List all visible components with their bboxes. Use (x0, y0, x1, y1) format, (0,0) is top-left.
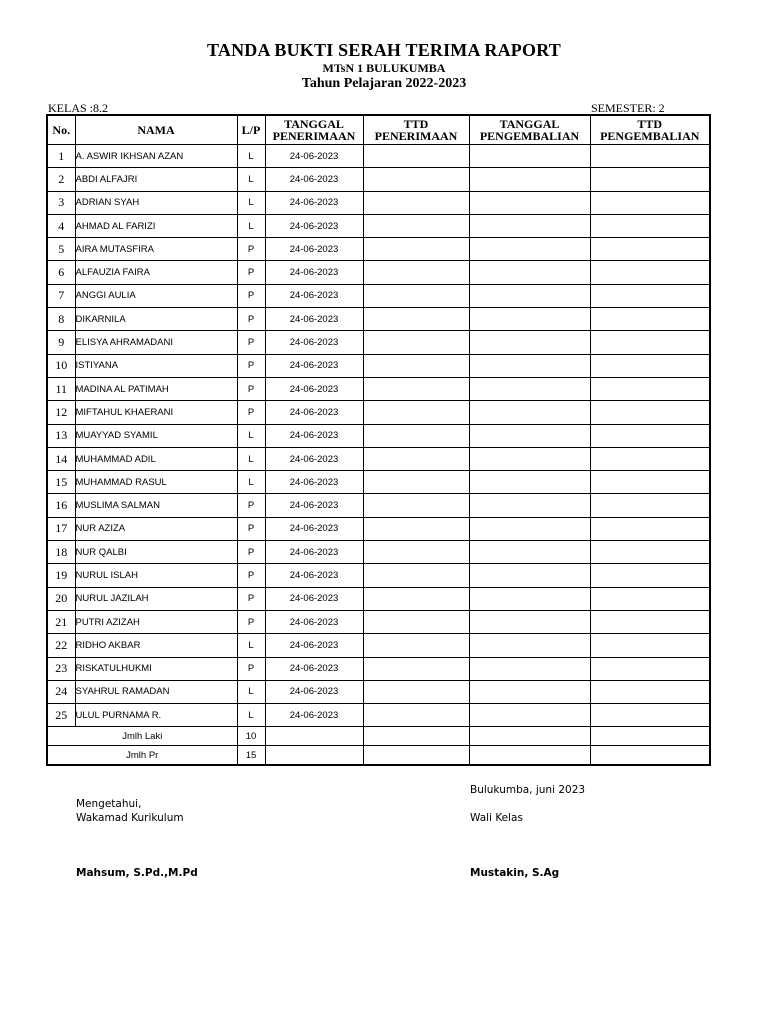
gender: L (237, 424, 265, 447)
receive-signature (363, 634, 469, 657)
class-label: KELAS :8.2 (48, 101, 108, 115)
return-signature (590, 541, 710, 564)
receive-signature (363, 680, 469, 703)
receive-signature (363, 284, 469, 307)
row-number: 15 (47, 471, 75, 494)
return-date (469, 238, 590, 261)
receive-date: 24-06-2023 (265, 494, 363, 517)
receive-signature (363, 331, 469, 354)
return-date (469, 308, 590, 331)
return-signature (590, 471, 710, 494)
table-row (47, 424, 710, 447)
return-signature (590, 494, 710, 517)
gender: P (237, 284, 265, 307)
receive-date: 24-06-2023 (265, 541, 363, 564)
column-header-lp: L/P (237, 115, 265, 145)
receive-signature (363, 401, 469, 424)
return-signature (590, 261, 710, 284)
row-number: 19 (47, 564, 75, 587)
report-handover-table (46, 114, 711, 766)
return-date (469, 657, 590, 680)
receive-signature (363, 494, 469, 517)
gender: L (237, 704, 265, 727)
table-row (47, 145, 710, 168)
student-name: MUHAMMAD RASUL (75, 471, 237, 494)
summary-pr-label: Jmlh Pr (47, 746, 237, 766)
row-number: 16 (47, 494, 75, 517)
gender: P (237, 354, 265, 377)
table-row (47, 471, 710, 494)
student-name: DIKARNILA (75, 308, 237, 331)
receive-signature (363, 447, 469, 470)
summary-row-perempuan (47, 746, 710, 766)
row-number: 4 (47, 214, 75, 237)
return-signature (590, 238, 710, 261)
return-date (469, 634, 590, 657)
student-name: NURUL JAZILAH (75, 587, 237, 610)
receive-signature (363, 610, 469, 633)
table-row (47, 564, 710, 587)
summary-row-laki (47, 727, 710, 746)
receive-signature (363, 261, 469, 284)
gender: L (237, 634, 265, 657)
table-row (47, 238, 710, 261)
receive-date: 24-06-2023 (265, 657, 363, 680)
summary-laki-label: Jmlh Laki (47, 727, 237, 746)
table-row (47, 377, 710, 400)
receive-date: 24-06-2023 (265, 331, 363, 354)
gender: L (237, 214, 265, 237)
student-name: A. ASWIR IKHSAN AZAN (75, 145, 237, 168)
student-name: RIDHO AKBAR (75, 634, 237, 657)
wali-kelas-signatory-name: Mustakin, S.Ag (470, 867, 560, 879)
student-name: RISKATULHUKMI (75, 657, 237, 680)
receive-date: 24-06-2023 (265, 238, 363, 261)
return-signature (590, 424, 710, 447)
wakamad-title: Wakamad Kurikulum (76, 812, 184, 824)
student-name: MUSLIMA SALMAN (75, 494, 237, 517)
receive-date: 24-06-2023 (265, 517, 363, 540)
gender: P (237, 517, 265, 540)
row-number: 1 (47, 145, 75, 168)
table-row (47, 214, 710, 237)
student-name: NURUL ISLAH (75, 564, 237, 587)
return-date (469, 401, 590, 424)
gender: P (237, 401, 265, 424)
row-number: 13 (47, 424, 75, 447)
wakamad-signatory-name: Mahsum, S.Pd.,M.Pd (76, 867, 198, 879)
gender: P (237, 308, 265, 331)
return-date (469, 494, 590, 517)
gender: P (237, 238, 265, 261)
return-signature (590, 680, 710, 703)
receive-signature (363, 517, 469, 540)
table-row (47, 517, 710, 540)
table-row (47, 541, 710, 564)
table-row (47, 680, 710, 703)
return-date (469, 541, 590, 564)
row-number: 12 (47, 401, 75, 424)
receive-date: 24-06-2023 (265, 168, 363, 191)
receive-signature (363, 377, 469, 400)
row-number: 21 (47, 610, 75, 633)
return-date (469, 214, 590, 237)
return-date (469, 517, 590, 540)
student-name: ALFAUZIA FAIRA (75, 261, 237, 284)
row-number: 14 (47, 447, 75, 470)
gender: L (237, 191, 265, 214)
return-signature (590, 214, 710, 237)
return-date (469, 191, 590, 214)
return-date (469, 168, 590, 191)
receive-signature (363, 424, 469, 447)
student-name: ELISYA AHRAMADANI (75, 331, 237, 354)
gender: P (237, 261, 265, 284)
table-row (47, 331, 710, 354)
table-row (47, 657, 710, 680)
return-date (469, 284, 590, 307)
row-number: 5 (47, 238, 75, 261)
return-date (469, 704, 590, 727)
table-row (47, 587, 710, 610)
return-date (469, 145, 590, 168)
receive-date: 24-06-2023 (265, 354, 363, 377)
student-name: ANGGI AULIA (75, 284, 237, 307)
return-signature (590, 331, 710, 354)
return-signature (590, 354, 710, 377)
table-row (47, 401, 710, 424)
receive-date: 24-06-2023 (265, 145, 363, 168)
row-number: 23 (47, 657, 75, 680)
student-name: ISTIYANA (75, 354, 237, 377)
return-signature (590, 145, 710, 168)
semester-label: SEMESTER: 2 (591, 101, 665, 115)
receive-signature (363, 191, 469, 214)
row-number: 10 (47, 354, 75, 377)
return-date (469, 447, 590, 470)
place-date: Bulukumba, juni 2023 (470, 784, 586, 796)
receive-date: 24-06-2023 (265, 471, 363, 494)
column-header-tanggal-pengembalian: TANGGAL PENGEMBALIAN (469, 115, 590, 145)
row-number: 22 (47, 634, 75, 657)
gender: P (237, 331, 265, 354)
receive-signature (363, 657, 469, 680)
table-row (47, 354, 710, 377)
receive-date: 24-06-2023 (265, 564, 363, 587)
row-number: 7 (47, 284, 75, 307)
gender: L (237, 680, 265, 703)
gender: P (237, 587, 265, 610)
receive-date: 24-06-2023 (265, 214, 363, 237)
receive-date: 24-06-2023 (265, 261, 363, 284)
return-signature (590, 191, 710, 214)
gender: L (237, 447, 265, 470)
return-date (469, 564, 590, 587)
receive-signature (363, 308, 469, 331)
receive-date: 24-06-2023 (265, 308, 363, 331)
student-name: ADRIAN SYAH (75, 191, 237, 214)
table-row (47, 634, 710, 657)
column-header-no: No. (47, 115, 75, 145)
document-title: TANDA BUKTI SERAH TERIMA RAPORT (207, 40, 561, 60)
row-number: 6 (47, 261, 75, 284)
student-name: SYAHRUL RAMADAN (75, 680, 237, 703)
return-signature (590, 704, 710, 727)
gender: P (237, 494, 265, 517)
row-number: 11 (47, 377, 75, 400)
row-number: 17 (47, 517, 75, 540)
wali-kelas-title: Wali Kelas (470, 812, 523, 824)
receive-date: 24-06-2023 (265, 610, 363, 633)
student-name: ABDI ALFAJRI (75, 168, 237, 191)
table-row (47, 494, 710, 517)
row-number: 2 (47, 168, 75, 191)
row-number: 24 (47, 680, 75, 703)
student-name: PUTRI AZIZAH (75, 610, 237, 633)
receive-date: 24-06-2023 (265, 191, 363, 214)
return-date (469, 680, 590, 703)
student-name: MADINA AL PATIMAH (75, 377, 237, 400)
return-signature (590, 564, 710, 587)
return-signature (590, 587, 710, 610)
return-signature (590, 517, 710, 540)
row-number: 25 (47, 704, 75, 727)
receive-date: 24-06-2023 (265, 587, 363, 610)
student-name: NUR QALBI (75, 541, 237, 564)
receive-date: 24-06-2023 (265, 634, 363, 657)
gender: P (237, 377, 265, 400)
receive-date: 24-06-2023 (265, 401, 363, 424)
receive-signature (363, 354, 469, 377)
gender: L (237, 168, 265, 191)
return-signature (590, 634, 710, 657)
receive-signature (363, 145, 469, 168)
receive-date: 24-06-2023 (265, 680, 363, 703)
receive-signature (363, 471, 469, 494)
return-signature (590, 657, 710, 680)
gender: P (237, 610, 265, 633)
student-name: AHMAD AL FARIZI (75, 214, 237, 237)
student-name: AIRA MUTASFIRA (75, 238, 237, 261)
receive-date: 24-06-2023 (265, 377, 363, 400)
return-signature (590, 168, 710, 191)
mengetahui-label: Mengetahui, (76, 798, 142, 810)
receive-signature (363, 541, 469, 564)
table-row (47, 261, 710, 284)
receive-date: 24-06-2023 (265, 704, 363, 727)
column-header-ttd-pengembalian: TTD PENGEMBALIAN (590, 115, 710, 145)
receive-date: 24-06-2023 (265, 447, 363, 470)
gender: P (237, 541, 265, 564)
return-signature (590, 377, 710, 400)
summary-laki-value: 10 (237, 727, 265, 746)
column-header-ttd-penerimaan: TTD PENERIMAAN (363, 115, 469, 145)
receive-date: 24-06-2023 (265, 424, 363, 447)
gender: L (237, 471, 265, 494)
return-date (469, 261, 590, 284)
return-signature (590, 447, 710, 470)
academic-year: Tahun Pelajaran 2022-2023 (301, 76, 467, 91)
student-name: ULUL PURNAMA R. (75, 704, 237, 727)
student-name: MUHAMMAD ADIL (75, 447, 237, 470)
table-row (47, 168, 710, 191)
gender: L (237, 145, 265, 168)
receive-signature (363, 214, 469, 237)
table-row (47, 610, 710, 633)
gender: P (237, 657, 265, 680)
return-date (469, 471, 590, 494)
return-signature (590, 610, 710, 633)
gender: P (237, 564, 265, 587)
return-date (469, 377, 590, 400)
student-name: MIFTAHUL KHAERANI (75, 401, 237, 424)
receive-signature (363, 168, 469, 191)
table-row (47, 191, 710, 214)
return-signature (590, 284, 710, 307)
student-name: MUAYYAD SYAMIL (75, 424, 237, 447)
row-number: 3 (47, 191, 75, 214)
receive-signature (363, 704, 469, 727)
row-number: 8 (47, 308, 75, 331)
table-row (47, 284, 710, 307)
summary-pr-value: 15 (237, 746, 265, 766)
receive-signature (363, 587, 469, 610)
receive-signature (363, 238, 469, 261)
receive-signature (363, 564, 469, 587)
return-date (469, 424, 590, 447)
return-signature (590, 308, 710, 331)
table-row (47, 447, 710, 470)
table-row (47, 308, 710, 331)
return-date (469, 354, 590, 377)
school-name: MTsN 1 BULUKUMBA (322, 61, 446, 75)
table-row (47, 704, 710, 727)
return-date (469, 331, 590, 354)
return-signature (590, 401, 710, 424)
column-header-nama: NAMA (75, 115, 237, 145)
table-header-row (47, 115, 710, 145)
receive-date: 24-06-2023 (265, 284, 363, 307)
column-header-tanggal-penerimaan: TANGGAL PENERIMAAN (265, 115, 363, 145)
return-date (469, 587, 590, 610)
return-date (469, 610, 590, 633)
row-number: 9 (47, 331, 75, 354)
row-number: 18 (47, 541, 75, 564)
row-number: 20 (47, 587, 75, 610)
student-name: NUR AZIZA (75, 517, 237, 540)
